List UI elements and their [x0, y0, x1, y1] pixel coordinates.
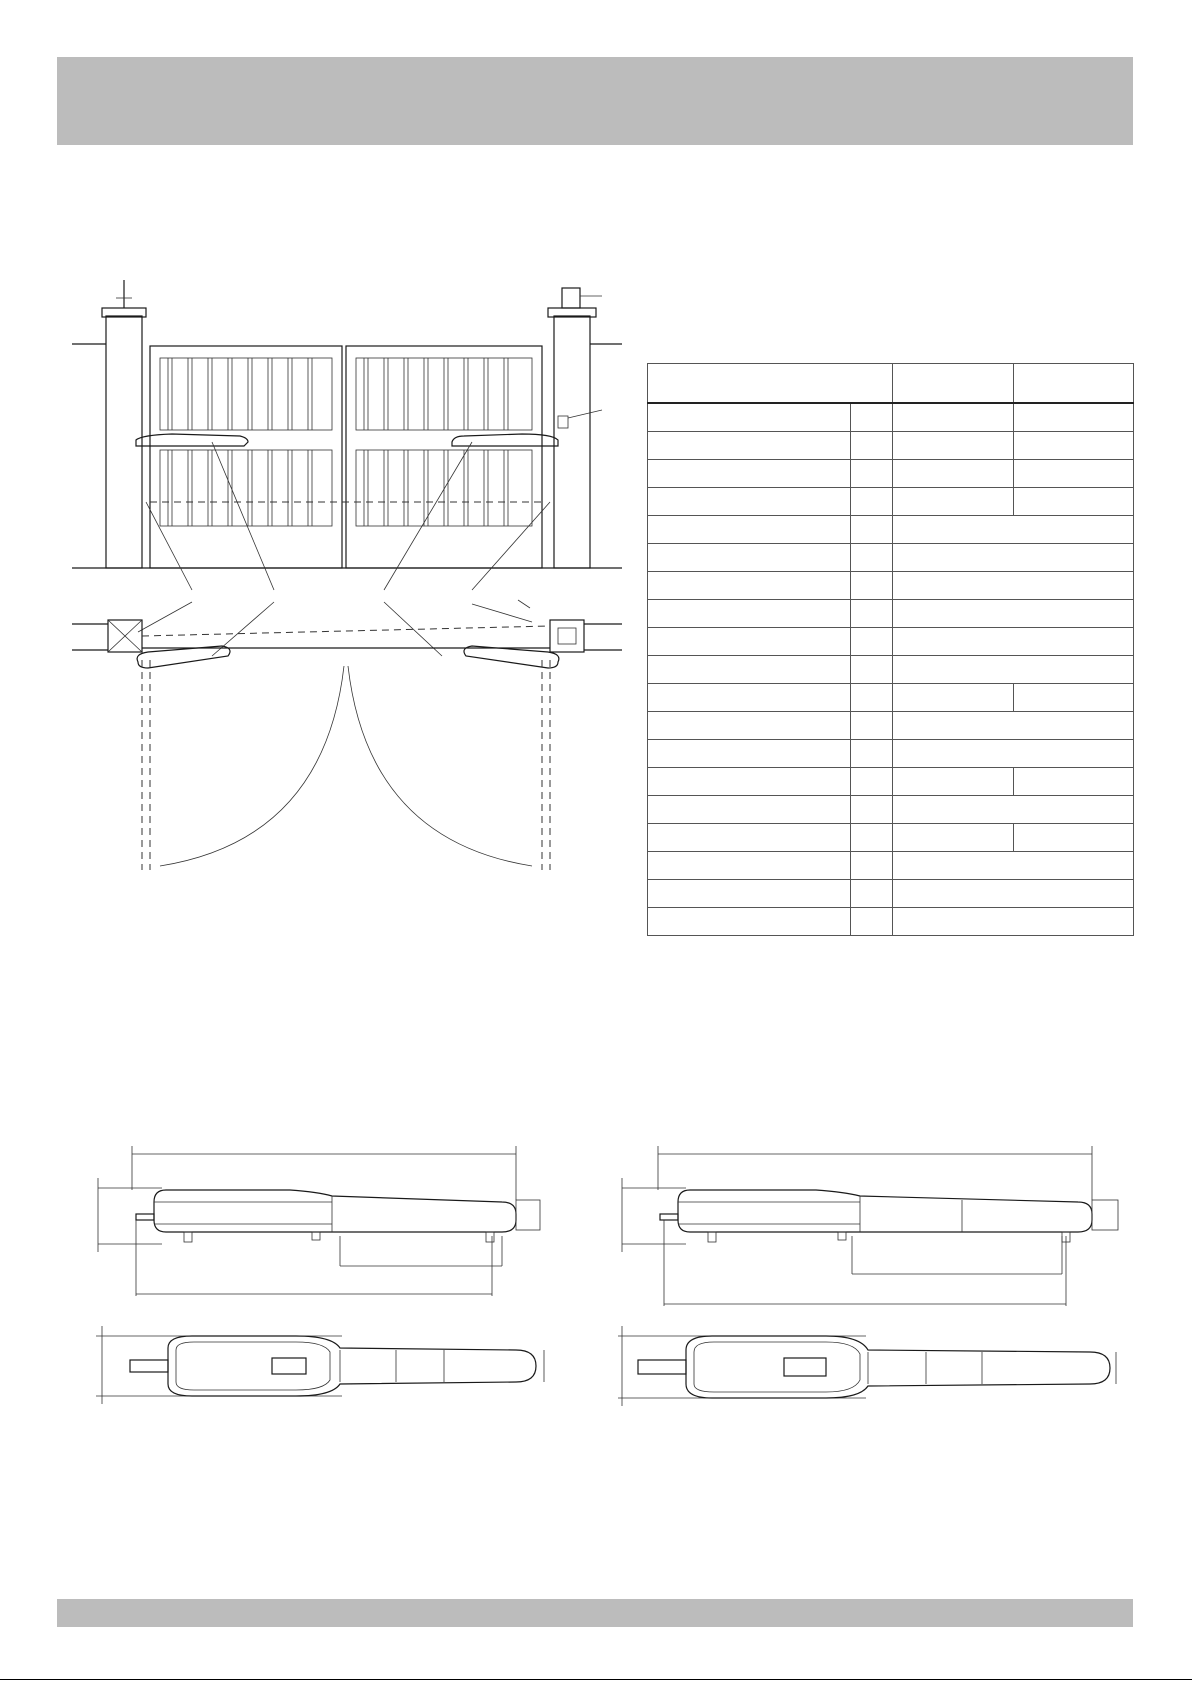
spec-table-cell: [851, 852, 893, 880]
footer-band: [57, 1599, 1133, 1627]
actuator-long-side-view: [616, 1140, 1136, 1310]
spec-table-cell: [851, 600, 893, 628]
spec-table-cell: [851, 544, 893, 572]
spec-table-row: [648, 880, 1134, 908]
spec-table-row: [648, 824, 1134, 852]
spec-table-cell: [851, 628, 893, 656]
spec-table-cell: [648, 432, 851, 460]
spec-table-header-row: [648, 364, 1134, 404]
actuator-long-top-view: [616, 1320, 1136, 1410]
spec-table-cell: [893, 908, 1134, 936]
spec-table: [647, 363, 1134, 936]
spec-table-cell: [893, 460, 1014, 488]
spec-table-cell: [893, 796, 1134, 824]
installation-drawing: [72, 270, 622, 870]
spec-table-row: [648, 796, 1134, 824]
spec-table-cell: [893, 488, 1014, 516]
plan-view: [72, 620, 622, 870]
bottom-rule: [0, 1679, 1192, 1680]
spec-table-row: [648, 768, 1134, 796]
spec-table-cell: [893, 712, 1134, 740]
spec-table-cell: [648, 824, 851, 852]
spec-table-cell: [851, 824, 893, 852]
spec-table-cell: [1014, 460, 1134, 488]
spec-table-cell: [851, 908, 893, 936]
spec-table-cell: [648, 712, 851, 740]
spec-table-cell: [648, 628, 851, 656]
spec-table-cell: [648, 796, 851, 824]
right-pillar: [548, 288, 602, 568]
spec-table-cell: [893, 516, 1134, 544]
spec-table-cell: [648, 460, 851, 488]
spec-table-cell: [893, 656, 1134, 684]
left-actuator-elevation: [136, 434, 248, 446]
spec-table-cell: [893, 768, 1014, 796]
spec-table-cell: [648, 740, 851, 768]
spec-table-cell: [851, 712, 893, 740]
spec-table-row: [648, 460, 1134, 488]
header-band: [57, 57, 1133, 145]
spec-table-cell: [893, 684, 1014, 712]
spec-table-cell: [851, 880, 893, 908]
spec-table-cell: [851, 656, 893, 684]
spec-table-cell: [851, 572, 893, 600]
spec-table-cell: [893, 544, 1134, 572]
left-pillar: [102, 280, 146, 568]
spec-table-cell: [1014, 432, 1134, 460]
gate-left-leaf: [150, 346, 342, 568]
spec-table-cell: [893, 824, 1014, 852]
spec-table-cell: [893, 403, 1014, 432]
spec-table-cell: [648, 768, 851, 796]
spec-table-cell: [851, 516, 893, 544]
spec-table-cell: [1014, 488, 1134, 516]
gate-right-leaf: [346, 346, 542, 568]
spec-table-row: [648, 628, 1134, 656]
spec-table-cell: [893, 740, 1134, 768]
spec-table-cell: [1014, 768, 1134, 796]
spec-table-cell: [893, 572, 1134, 600]
spec-table-row: [648, 712, 1134, 740]
spec-table-row: [648, 684, 1134, 712]
spec-table-cell: [851, 684, 893, 712]
spec-table-cell: [648, 403, 851, 432]
spec-table-row: [648, 403, 1134, 432]
spec-table-row: [648, 516, 1134, 544]
spec-table-cell: [648, 600, 851, 628]
spec-table-row: [648, 740, 1134, 768]
actuator-short-side-view: [92, 1140, 562, 1300]
spec-table-cell: [851, 740, 893, 768]
spec-table-cell: [893, 852, 1134, 880]
spec-table-cell: [851, 432, 893, 460]
spec-table-cell: [648, 572, 851, 600]
spec-table-cell: [1014, 403, 1134, 432]
spec-table-cell: [851, 796, 893, 824]
spec-table-row: [648, 600, 1134, 628]
spec-table-cell: [893, 880, 1134, 908]
actuator-short-top-view: [92, 1320, 562, 1410]
spec-table-cell: [851, 403, 893, 432]
spec-table-cell: [851, 768, 893, 796]
spec-table-cell: [1014, 684, 1134, 712]
spec-table-cell: [648, 908, 851, 936]
spec-header-cell: [648, 364, 893, 404]
spec-table-cell: [648, 488, 851, 516]
spec-table-cell: [648, 684, 851, 712]
spec-table-row: [648, 908, 1134, 936]
spec-header-cell: [893, 364, 1014, 404]
spec-table-row: [648, 488, 1134, 516]
spec-table-cell: [648, 656, 851, 684]
spec-table-row: [648, 544, 1134, 572]
spec-table-cell: [648, 880, 851, 908]
spec-header-cell: [1014, 364, 1134, 404]
spec-table-row: [648, 852, 1134, 880]
spec-table-cell: [648, 516, 851, 544]
spec-table-row: [648, 656, 1134, 684]
spec-table-cell: [648, 544, 851, 572]
spec-table-cell: [893, 628, 1134, 656]
spec-table-cell: [851, 460, 893, 488]
spec-table-row: [648, 572, 1134, 600]
spec-table-cell: [893, 432, 1014, 460]
spec-table-cell: [1014, 824, 1134, 852]
spec-table-cell: [851, 488, 893, 516]
spec-table-cell: [648, 852, 851, 880]
spec-table-row: [648, 432, 1134, 460]
spec-table-cell: [893, 600, 1134, 628]
